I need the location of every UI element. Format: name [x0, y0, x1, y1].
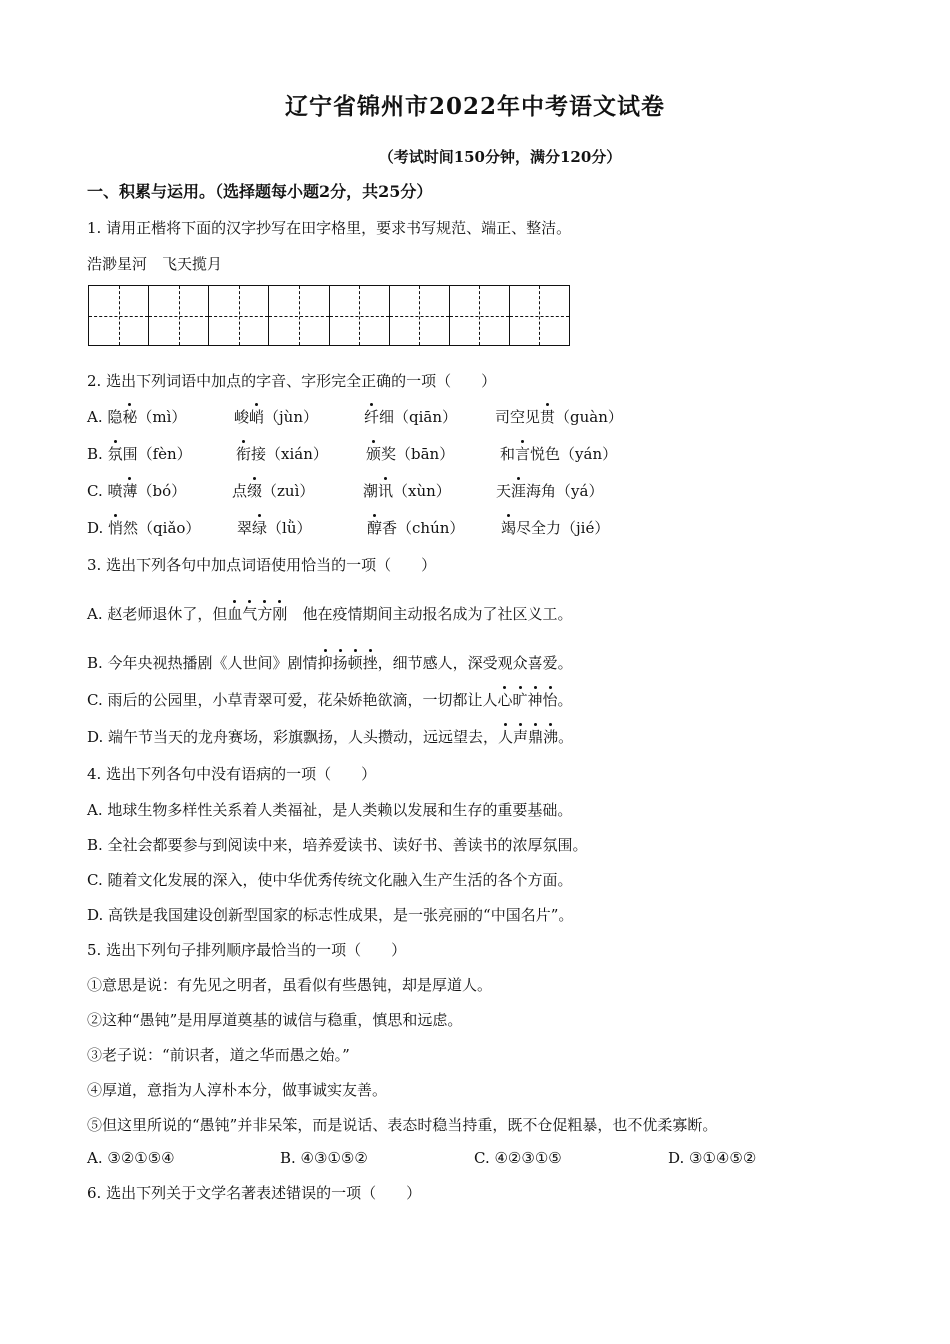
text: 然（qiǎo） [123, 519, 201, 537]
dotted-word [497, 691, 557, 709]
q5-sentence-3: ③老子说：“前识者，道之华而愚之始。” [87, 1046, 350, 1064]
dotted-char: 怡 [542, 691, 558, 709]
grid-cell[interactable] [149, 286, 209, 345]
text: 奖（bān） [381, 445, 455, 463]
dotted-char: 鼎 [528, 728, 544, 746]
dotted-char: 绿 [252, 519, 268, 537]
dotted-char: 心 [497, 691, 513, 709]
text: 。 [557, 691, 573, 709]
text: B. 今年央视热播剧《人世间》剧情 [87, 654, 318, 672]
grid-cell[interactable] [269, 286, 329, 345]
text: 接（xián） [251, 445, 328, 463]
text: 悦色（yán） [530, 445, 618, 463]
text: （guàn） [555, 408, 623, 426]
text: 峻 [234, 408, 250, 426]
dotted-char: 血 [227, 605, 243, 623]
text: 。 [558, 728, 574, 746]
text: D. [87, 519, 109, 537]
exam-title: 辽宁省锦州市2022年中考语文试卷 [284, 93, 665, 120]
text: 潮 [363, 482, 379, 500]
q6-stem: 6. 选出下列关于文学名著表述错误的一项（ ） [87, 1184, 422, 1202]
q5-stem: 5. 选出下列句子排列顺序最恰当的一项（ ） [87, 941, 407, 959]
text: ，细节感人，深受观众喜爱。 [377, 654, 573, 672]
q2-stem: 2. 选出下列词语中加点的字音、字形完全正确的一项（ ） [87, 372, 497, 390]
q1-stem: 1. 请用正楷将下面的汉字抄写在田字格里，要求书写规范、端正、整洁。 [87, 219, 572, 237]
q5-sentence-4: ④厚道，意指为人淳朴本分，做事诚实友善。 [87, 1081, 388, 1099]
q4-stem: 4. 选出下列各句中没有语病的一项（ ） [87, 765, 377, 783]
text: （zuì） [262, 482, 315, 500]
section-heading: 一、积累与运用。（选择题每小题2分，共25分） [87, 182, 433, 201]
grid-cell[interactable] [450, 286, 510, 345]
q5-sentence-1: ①意思是说：有先见之明者，虽看似有些愚钝，却是厚道人。 [87, 976, 493, 994]
text: 海角（yá） [526, 482, 604, 500]
tianzige-grid[interactable] [88, 285, 570, 346]
dotted-char: 言 [515, 445, 531, 463]
text: （lǜ） [267, 519, 312, 537]
text: 围（fèn） [122, 445, 192, 463]
dotted-char: 秘 [122, 408, 138, 426]
q1-phrase: 浩渺星河 飞天揽月 [87, 255, 223, 273]
q5-choice-a: A. ③②①⑤④ [87, 1149, 175, 1167]
q4-option-d: D. 高铁是我国建设创新型国家的标志性成果，是一张亮丽的“中国名片”。 [87, 906, 574, 924]
q3-option-d [87, 727, 573, 747]
text: 尽全力（jié） [516, 519, 610, 537]
dotted-char: 顿 [347, 654, 363, 672]
dotted-char: 神 [527, 691, 543, 709]
text: 天 [496, 482, 512, 500]
text: 和 [500, 445, 516, 463]
grid-cell[interactable] [89, 286, 149, 345]
text: 他在疫情期间主动报名成为了社区义工。 [287, 605, 573, 623]
grid-cell[interactable] [390, 286, 450, 345]
text: （jùn） [264, 408, 319, 426]
text: 香（chún） [382, 519, 465, 537]
q4-option-c: C. 随着文化发展的深入，使中华优秀传统文化融入生产生活的各个方面。 [87, 871, 573, 889]
text: （bó） [137, 482, 187, 500]
dotted-char: 人 [498, 728, 514, 746]
dotted-char: 涯 [511, 482, 527, 500]
dotted-char: 抑 [317, 654, 333, 672]
dotted-char: 刚 [272, 605, 288, 623]
dotted-char: 衔 [236, 445, 252, 463]
dotted-char: 贯 [540, 408, 556, 426]
dotted-char: 缀 [247, 482, 263, 500]
dotted-char: 颁 [366, 445, 382, 463]
text: A. 赵老师退休了，但 [87, 605, 228, 623]
text: B. [87, 445, 108, 463]
text: （xùn） [393, 482, 451, 500]
q4-option-b: B. 全社会都要参与到阅读中来，培养爱读书、读好书、善读书的浓厚氛围。 [87, 836, 588, 854]
q5-choice-d: D. ③①④⑤② [668, 1149, 757, 1167]
dotted-char: 方 [257, 605, 273, 623]
q5-choice-b: B. ④③①⑤② [280, 1149, 368, 1167]
dotted-word [318, 654, 378, 672]
dotted-char: 峭 [249, 408, 265, 426]
grid-cell[interactable] [330, 286, 390, 345]
text: 点 [232, 482, 248, 500]
text: （mì） [137, 408, 187, 426]
text: C. 喷 [87, 482, 123, 500]
dotted-char: 扬 [332, 654, 348, 672]
dotted-char: 纤 [364, 408, 380, 426]
q3-option-c [87, 690, 573, 710]
dotted-word [498, 728, 558, 746]
dotted-char: 悄 [108, 519, 124, 537]
q3-stem: 3. 选出下列各句中加点词语使用恰当的一项（ ） [87, 556, 437, 574]
dotted-char: 声 [513, 728, 529, 746]
grid-cell[interactable] [209, 286, 269, 345]
dotted-char: 竭 [501, 519, 517, 537]
dotted-char: 氛 [107, 445, 123, 463]
text: 司空见 [495, 408, 541, 426]
q4-option-a: A. 地球生物多样性关系着人类福祉，是人类赖以发展和生存的重要基础。 [87, 801, 573, 819]
text: C. 雨后的公园里，小草青翠可爱，花朵娇艳欲滴，一切都让人 [87, 691, 498, 709]
dotted-char: 挫 [362, 654, 378, 672]
grid-cell[interactable] [510, 286, 569, 345]
dotted-word [227, 605, 287, 623]
dotted-char: 醇 [367, 519, 383, 537]
dotted-char: 讯 [378, 482, 394, 500]
exam-subtitle: （考试时间150分钟，满分120分） [378, 148, 622, 166]
q3-option-b [87, 653, 573, 673]
text: 细（qiān） [379, 408, 458, 426]
dotted-char: 旷 [512, 691, 528, 709]
text: D. 端午节当天的龙舟赛场，彩旗飘扬，人头攒动，远远望去， [87, 728, 499, 746]
q5-sentence-2: ②这种“愚钝”是用厚道奠基的诚信与稳重，慎思和远虑。 [87, 1011, 463, 1029]
dotted-char: 气 [242, 605, 258, 623]
text: A. 隐 [87, 408, 123, 426]
q5-choice-c: C. ④②③①⑤ [474, 1149, 562, 1167]
q3-option-a [87, 604, 572, 624]
dotted-char: 薄 [122, 482, 138, 500]
q5-sentence-5: ⑤但这里所说的“愚钝”并非呆笨，而是说话、表态时稳当持重，既不仓促粗暴，也不优柔寡断。 [87, 1116, 718, 1134]
dotted-char: 沸 [543, 728, 559, 746]
text: 翠 [237, 519, 253, 537]
